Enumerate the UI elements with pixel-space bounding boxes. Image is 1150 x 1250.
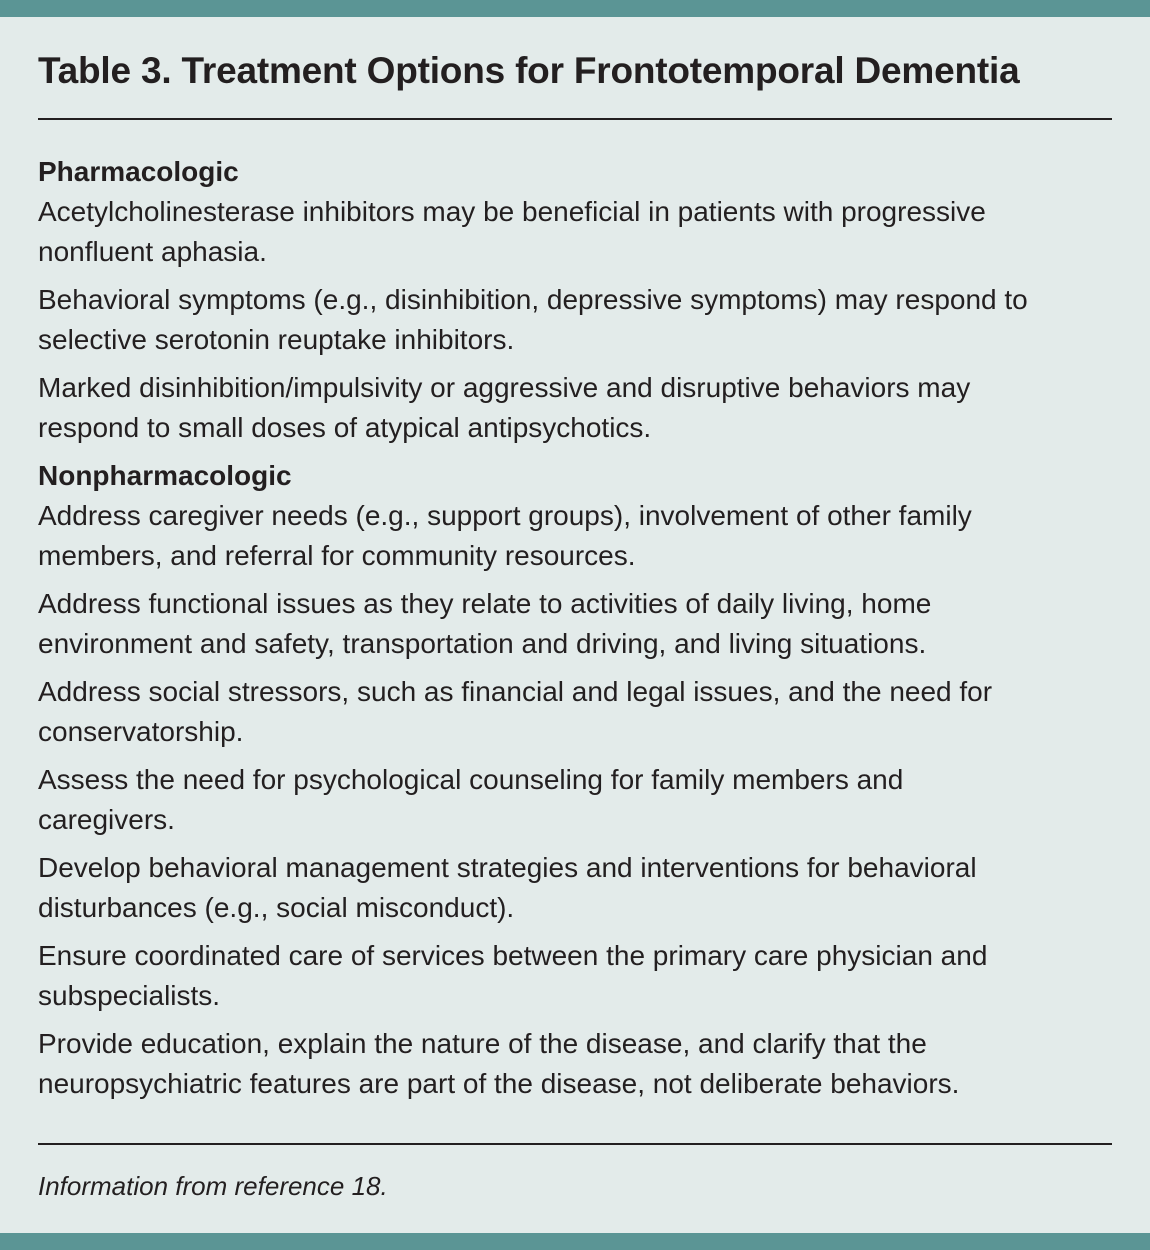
list-item-line: Develop behavioral management strategies and interventions for behavioral xyxy=(38,852,977,883)
list-item xyxy=(38,368,1112,448)
list-item-line: Address functional issues as they relate to activities of daily living, home xyxy=(38,588,932,619)
list-item-line: respond to small doses of atypical antipsychotics. xyxy=(38,412,652,443)
list-item-line: Address caregiver needs (e.g., support groups), involvement of other family xyxy=(38,500,972,531)
list-item xyxy=(38,584,1112,664)
list-item xyxy=(38,496,1112,576)
list-item xyxy=(38,672,1112,752)
list-item-line: nonfluent aphasia. xyxy=(38,236,267,267)
list-item-line: Provide education, explain the nature of the disease, and clarify that the xyxy=(38,1028,927,1059)
section-heading: Nonpharmacologic xyxy=(38,460,292,491)
list-item xyxy=(38,848,1112,928)
top-accent-bar xyxy=(0,0,1150,17)
list-item-line: disturbances (e.g., social misconduct). xyxy=(38,892,515,923)
footer-divider xyxy=(38,1143,1112,1145)
list-item xyxy=(38,280,1112,360)
list-item-line: caregivers. xyxy=(38,804,175,835)
list-item xyxy=(38,936,1112,1016)
list-item-line: Marked disinhibition/impulsivity or aggressive and disruptive behaviors may xyxy=(38,372,971,403)
section-pharmacologic xyxy=(38,152,1112,448)
list-item-line: Address social stressors, such as financial and legal issues, and the need for xyxy=(38,676,993,707)
bottom-accent-bar xyxy=(0,1233,1150,1250)
list-item-line: neuropsychiatric features are part of the disease, not deliberate behaviors. xyxy=(38,1068,960,1099)
list-item-line: Assess the need for psychological counseling for family members and xyxy=(38,764,904,795)
list-item xyxy=(38,760,1112,840)
list-item-line: members, and referral for community resources. xyxy=(38,540,636,571)
title-divider xyxy=(38,118,1112,120)
source-footnote: Information from reference 18. xyxy=(38,1171,388,1201)
table-body xyxy=(38,152,1112,1112)
list-item xyxy=(38,192,1112,272)
list-item-line: conservatorship. xyxy=(38,716,244,747)
list-item-line: Acetylcholinesterase inhibitors may be beneficial in patients with progressive xyxy=(38,196,986,227)
list-item xyxy=(38,1024,1112,1104)
section-heading: Pharmacologic xyxy=(38,156,239,187)
section-nonpharmacologic xyxy=(38,456,1112,1104)
list-item-line: Behavioral symptoms (e.g., disinhibition, depressive symptoms) may respond to xyxy=(38,284,1028,315)
list-item-line: Ensure coordinated care of services between the primary care physician and xyxy=(38,940,988,971)
list-item-line: subspecialists. xyxy=(38,980,221,1011)
list-item-line: environment and safety, transportation and driving, and living situations. xyxy=(38,628,927,659)
list-item-line: selective serotonin reuptake inhibitors. xyxy=(38,324,515,355)
table-title: Table 3. Treatment Options for Frontotemporal Dementia xyxy=(38,50,1020,91)
